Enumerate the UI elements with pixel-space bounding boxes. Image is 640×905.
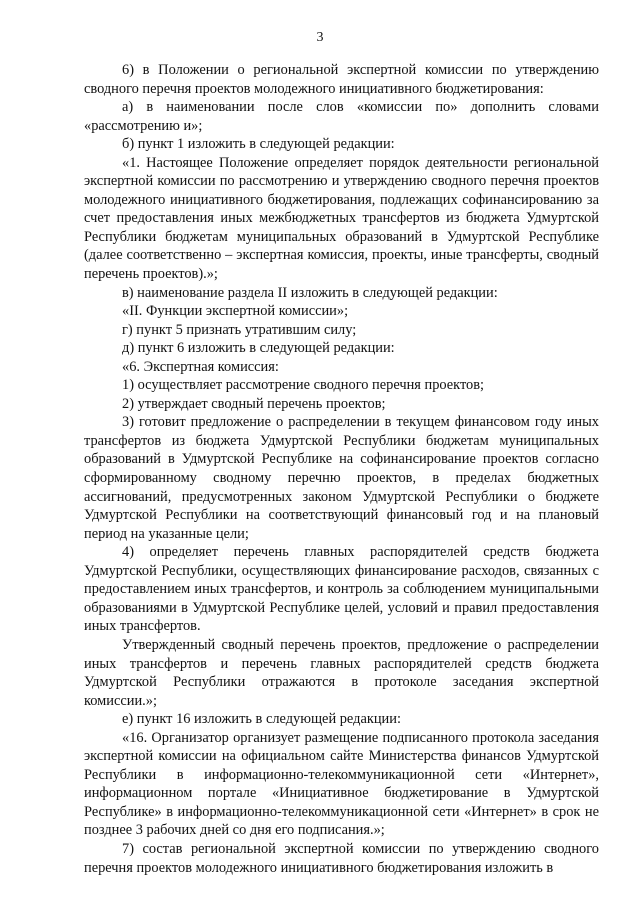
- function-item-4: 4) определяет перечень главных распорядителей средств бюджета Удмуртской Республики, осуществляющих финансирование расходов, связанных с предоставлением иных трансфертов, и контроль за соблюдением муниципальными образованиями в Удмуртской Республике целей, условий и правил предоставления иных трансфертов.: [84, 544, 599, 635]
- quoted-clause-1: «1. Настоящее Положение определяет порядок деятельности региональной экспертной комиссии по рассмотрению и утверждению сводного перечня проектов молодежного инициативного бюджетирования, подлежащих софинансированию за счет предоставления иных межбюджетных трансфертов из бюджета Удмуртской Республики бюджетам муниципальных образований в Удмуртской Республике (далее соответственно – экспертная комиссия, проекты, иные трансферты, сводный перечень проектов).»;: [84, 154, 599, 283]
- quoted-clause-16: «16. Организатор организует размещение подписанного протокола заседания экспертной комиссии на официальном сайте Министерства финансов Удмуртской Республики в информационно-телекоммуникационной сети «Интернет», информационном портале «Инициативное бюджетирование в Удмуртской Республике» в информационно-телекоммуникационной сети «Интернет» в срок не позднее 3 рабочих дней со дня его подписания.»;: [84, 729, 599, 839]
- paragraph-subitem-e: е) пункт 16 изложить в следующей редакции:: [122, 711, 401, 728]
- page-number: 3: [316, 30, 324, 45]
- paragraph-item-6: 6) в Положении о региональной экспертной комиссии по утверждению сводного перечня проектов молодежного инициативного бюджетирования:: [84, 62, 599, 97]
- paragraph-subitem-d: д) пункт 6 изложить в следующей редакции:: [122, 340, 395, 357]
- paragraph-subitem-a: а) в наименовании после слов «комиссии по» дополнить словами «рассмотрению и»;: [84, 99, 599, 134]
- document-body: [84, 61, 599, 877]
- paragraph-subitem-v: в) наименование раздела II изложить в следующей редакции:: [122, 284, 498, 301]
- function-item-3: 3) готовит предложение о распределении в текущем финансовом году иных трансфертов из бюджета Удмуртской Республики бюджетам муниципальных образований в Удмуртской Республике на софинансирование проектов согласно сформированному сводному перечню проектов, в пределах бюджетных ассигнований, предусмотренных законом Удмуртской Республики о бюджете Удмуртской Республики на соответствующий финансовый год и на плановый период на указанные цели;: [84, 414, 599, 542]
- paragraph-subitem-g: г) пункт 5 признать утратившим силу;: [122, 321, 357, 338]
- paragraph-item-7: 7) состав региональной экспертной комиссии по утверждению сводного перечня проектов молодежного инициативного бюджетирования изложить в: [84, 840, 599, 876]
- protocol-paragraph: Утвержденный сводный перечень проектов, предложение о распределении иных трансфертов и перечень главных распорядителей средств бюджета Удмуртской Республики отражаются в протоколе заседания экспертной комиссии.»;: [84, 636, 599, 709]
- paragraph-subitem-b: б) пункт 1 изложить в следующей редакции:: [122, 136, 395, 153]
- function-item-2: 2) утверждает сводный перечень проектов;: [122, 395, 386, 412]
- quoted-section-title: «II. Функции экспертной комиссии»;: [122, 303, 349, 320]
- function-item-1: 1) осуществляет рассмотрение сводного перечня проектов;: [122, 377, 485, 394]
- quoted-clause-6-heading: «6. Экспертная комиссия:: [122, 358, 279, 375]
